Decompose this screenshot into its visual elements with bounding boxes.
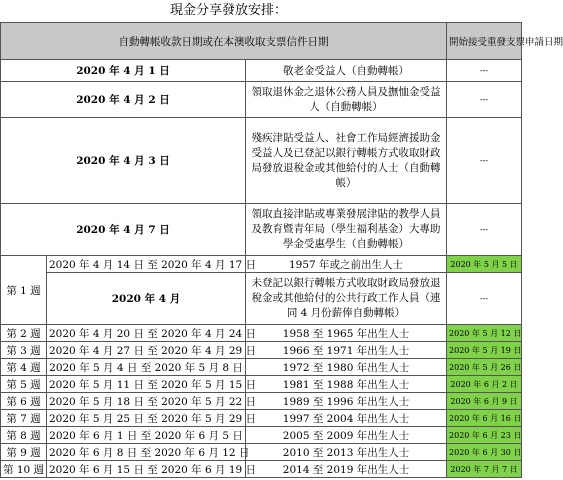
row-reissue: ---	[447, 273, 522, 325]
week-label: 第 3 週	[1, 342, 47, 359]
row-group: 1972 至 1980 年出生人士	[246, 359, 447, 376]
table-row	[1, 359, 522, 376]
row-reissue: 2020 年 5 月 12 日	[447, 325, 522, 342]
row-date: 2020 年 6 月 1 日 至 2020 年 6 月 5 日	[47, 427, 246, 444]
row-reissue: 2020 年 6 月 9 日	[447, 393, 522, 410]
table-row	[1, 82, 522, 118]
row-reissue: ---	[447, 82, 522, 118]
row-group: 未登記以銀行轉帳方式收取財政局發放退稅金或其他給付的公共行政工作人員（連同 4 月份薪俸自動轉帳）	[246, 273, 447, 325]
table-row	[1, 256, 522, 273]
week-label: 第 9 週	[1, 444, 47, 461]
row-date: 2020 年 5 月 18 日 至 2020 年 5 月 22 日	[47, 393, 246, 410]
row-group: 1997 至 2004 年出生人士	[246, 410, 447, 427]
row-date: 2020 年 5 月 11 日 至 2020 年 5 月 15 日	[47, 376, 246, 393]
row-date: 2020 年 6 月 8 日 至 2020 年 6 月 12 日	[47, 444, 246, 461]
row-reissue: 2020 年 5 月 26 日	[447, 359, 522, 376]
row-group: 2014 至 2019 年出生人士	[246, 461, 447, 478]
row-date: 2020 年 5 月 4 日 至 2020 年 5 月 8 日	[47, 359, 246, 376]
row-date: 2020 年 4 月 3 日	[1, 118, 246, 204]
week-label: 第 10 週	[1, 461, 47, 478]
week-label: 第 2 週	[1, 325, 47, 342]
week-label: 第 8 週	[1, 427, 47, 444]
row-date: 2020 年 5 月 25 日 至 2020 年 5 月 29 日	[47, 410, 246, 427]
week-label: 第 6 週	[1, 393, 47, 410]
table-row	[1, 427, 522, 444]
table-row	[1, 444, 522, 461]
row-reissue: ---	[447, 60, 522, 82]
table-row	[1, 60, 522, 82]
week-label: 第 5 週	[1, 376, 47, 393]
table-row	[1, 273, 522, 325]
page-title: 現金分享發放安排：	[170, 3, 288, 18]
week-label: 第 1 週	[1, 256, 47, 325]
row-reissue: 2020 年 6 月 23 日	[447, 427, 522, 444]
row-date: 2020 年 4 月 7 日	[1, 204, 246, 256]
table-row	[1, 342, 522, 359]
row-date: 2020 年 4 月 2 日	[1, 82, 246, 118]
row-date: 2020 年 4 月 14 日 至 2020 年 4 月 17 日	[47, 256, 246, 273]
row-reissue: 2020 年 7 月 7 日	[447, 461, 522, 478]
row-group: 1957 年或之前出生人士	[246, 256, 447, 273]
row-reissue: ---	[447, 204, 522, 256]
table-row	[1, 410, 522, 427]
week-label: 第 4 週	[1, 359, 47, 376]
week-label: 第 7 週	[1, 410, 47, 427]
row-reissue: 2020 年 5 月 19 日	[447, 342, 522, 359]
table-row	[1, 118, 522, 204]
row-group: 1966 至 1971 年出生人士	[246, 342, 447, 359]
row-group: 1989 至 1996 年出生人士	[246, 393, 447, 410]
row-date: 2020 年 4 月	[47, 273, 246, 325]
table-row	[1, 461, 522, 478]
header-date: 自動轉帳收款日期或在本澳收取支票信件日期	[1, 23, 447, 60]
row-reissue: 2020 年 6 月 16 日	[447, 410, 522, 427]
row-reissue: ---	[447, 118, 522, 204]
table-row	[1, 204, 522, 256]
row-group: 2010 至 2013 年出生人士	[246, 444, 447, 461]
table-row	[1, 393, 522, 410]
table-row	[1, 376, 522, 393]
header-row	[1, 23, 522, 60]
row-group: 1958 至 1965 年出生人士	[246, 325, 447, 342]
header-reissue: 開始接受重發支票申請日期	[447, 23, 522, 60]
row-group: 領取直接津貼或專業發展津貼的教學人員及教育暨青年局（學生福利基金）大專助學金受惠學生（自動轉帳）	[246, 204, 447, 256]
row-reissue: 2020 年 6 月 30 日	[447, 444, 522, 461]
row-group: 1981 至 1988 年出生人士	[246, 376, 447, 393]
schedule-table	[0, 22, 563, 478]
row-reissue: 2020 年 5 月 5 日	[447, 256, 522, 273]
row-date: 2020 年 4 月 27 日 至 2020 年 4 月 29 日	[47, 342, 246, 359]
row-group: 領取退休金之退休公務人員及撫恤金受益人（自動轉帳）	[246, 82, 447, 118]
row-group: 敬老金受益人（自動轉帳）	[246, 60, 447, 82]
row-date: 2020 年 6 月 15 日 至 2020 年 6 月 19 日	[47, 461, 246, 478]
row-group: 2005 至 2009 年出生人士	[246, 427, 447, 444]
row-reissue: 2020 年 6 月 2 日	[447, 376, 522, 393]
row-group: 殘疾津貼受益人、社會工作局經濟援助金受益人及已登記以銀行轉帳方式收取財政局發放退稅金或其他給付的人士（自動轉帳）	[246, 118, 447, 204]
table-row	[1, 325, 522, 342]
row-date: 2020 年 4 月 20 日 至 2020 年 4 月 24 日	[47, 325, 246, 342]
row-date: 2020 年 4 月 1 日	[1, 60, 246, 82]
